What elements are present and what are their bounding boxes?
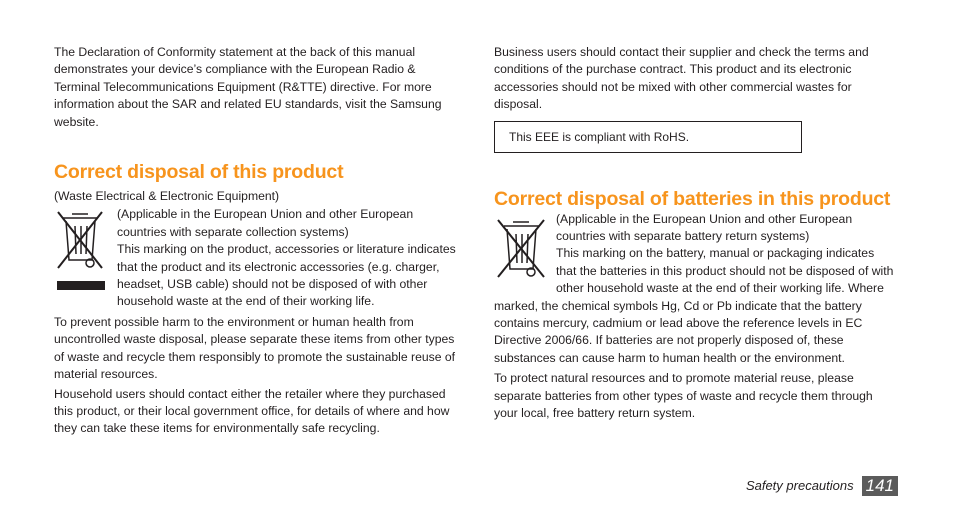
weee-block: [54, 206, 464, 310]
battery-applicable-text: (Applicable in the European Union and other European countries with separate battery return systems): [556, 211, 853, 244]
weee-subheading: (Waste Electrical & Electronic Equipment): [54, 189, 280, 204]
page-number: 141: [862, 476, 898, 496]
rohs-box: This EEE is compliant with RoHS.: [494, 121, 802, 153]
weee-heading: Correct disposal of this product: [54, 161, 344, 184]
protect-resources-paragraph: To protect natural resources and to promote material reuse, please separate batteries from other types of waste and recycle them through your local, free battery return system.: [494, 371, 873, 421]
household-users-paragraph: Household users should contact either the retailer where they purchased this product, or their local government office, for details of where and how they can take these items for environmentally safe recycling.: [54, 386, 450, 436]
conformity-paragraph: The Declaration of Conformity statement at the back of this manual demonstrates your device’s compliance with the European Radio & Terminal Telecommunications Equipment (R&TTE) directive. For more information about the SAR and related EU standards, visit the Samsung website.: [54, 45, 442, 129]
weee-marking-text: This marking on the product, accessories or literature indicates that the product and its electronic accessories (e.g. charger, headset, USB cable) should not be disposed of with other household waste at the end of their working life.: [117, 242, 456, 309]
weee-applicable-text: (Applicable in the European Union and other European countries with separate collection systems): [117, 207, 414, 239]
page-footer: [746, 476, 898, 496]
crossed-out-wheelie-bin-icon: [494, 215, 548, 281]
business-users-paragraph: Business users should contact their supplier and check the terms and conditions of the purchase contract. This product and its electronic accessories should not be mixed with other commercial wastes for disposal.: [494, 45, 869, 112]
right-column: [494, 44, 894, 423]
weee-black-bar: [57, 281, 105, 290]
battery-block: [494, 211, 894, 368]
prevent-harm-paragraph: To prevent possible harm to the environment or human health from uncontrolled waste disposal, please separate these items from other types of waste and recycle them responsibly to promote the sustainable reuse of material resources.: [54, 314, 456, 382]
section-label: Safety precautions: [745, 478, 854, 494]
crossed-out-wheelie-bin-icon: [54, 208, 106, 272]
battery-heading: Correct disposal of batteries in this product: [494, 187, 891, 210]
left-column: [54, 44, 464, 438]
battery-marking-text: This marking on the battery, manual or packaging indicates that the batteries in this product should not be disposed of with other household waste at the end of their working life. Where marked, the chemical symbols Hg, Cd or Pb indicate that the battery contains mercury, cadmium or lead above the reference levels in EC Directive 2006/66. If batteries are not properly disposed of, these substances can cause harm to human health or the environment.: [494, 246, 894, 365]
